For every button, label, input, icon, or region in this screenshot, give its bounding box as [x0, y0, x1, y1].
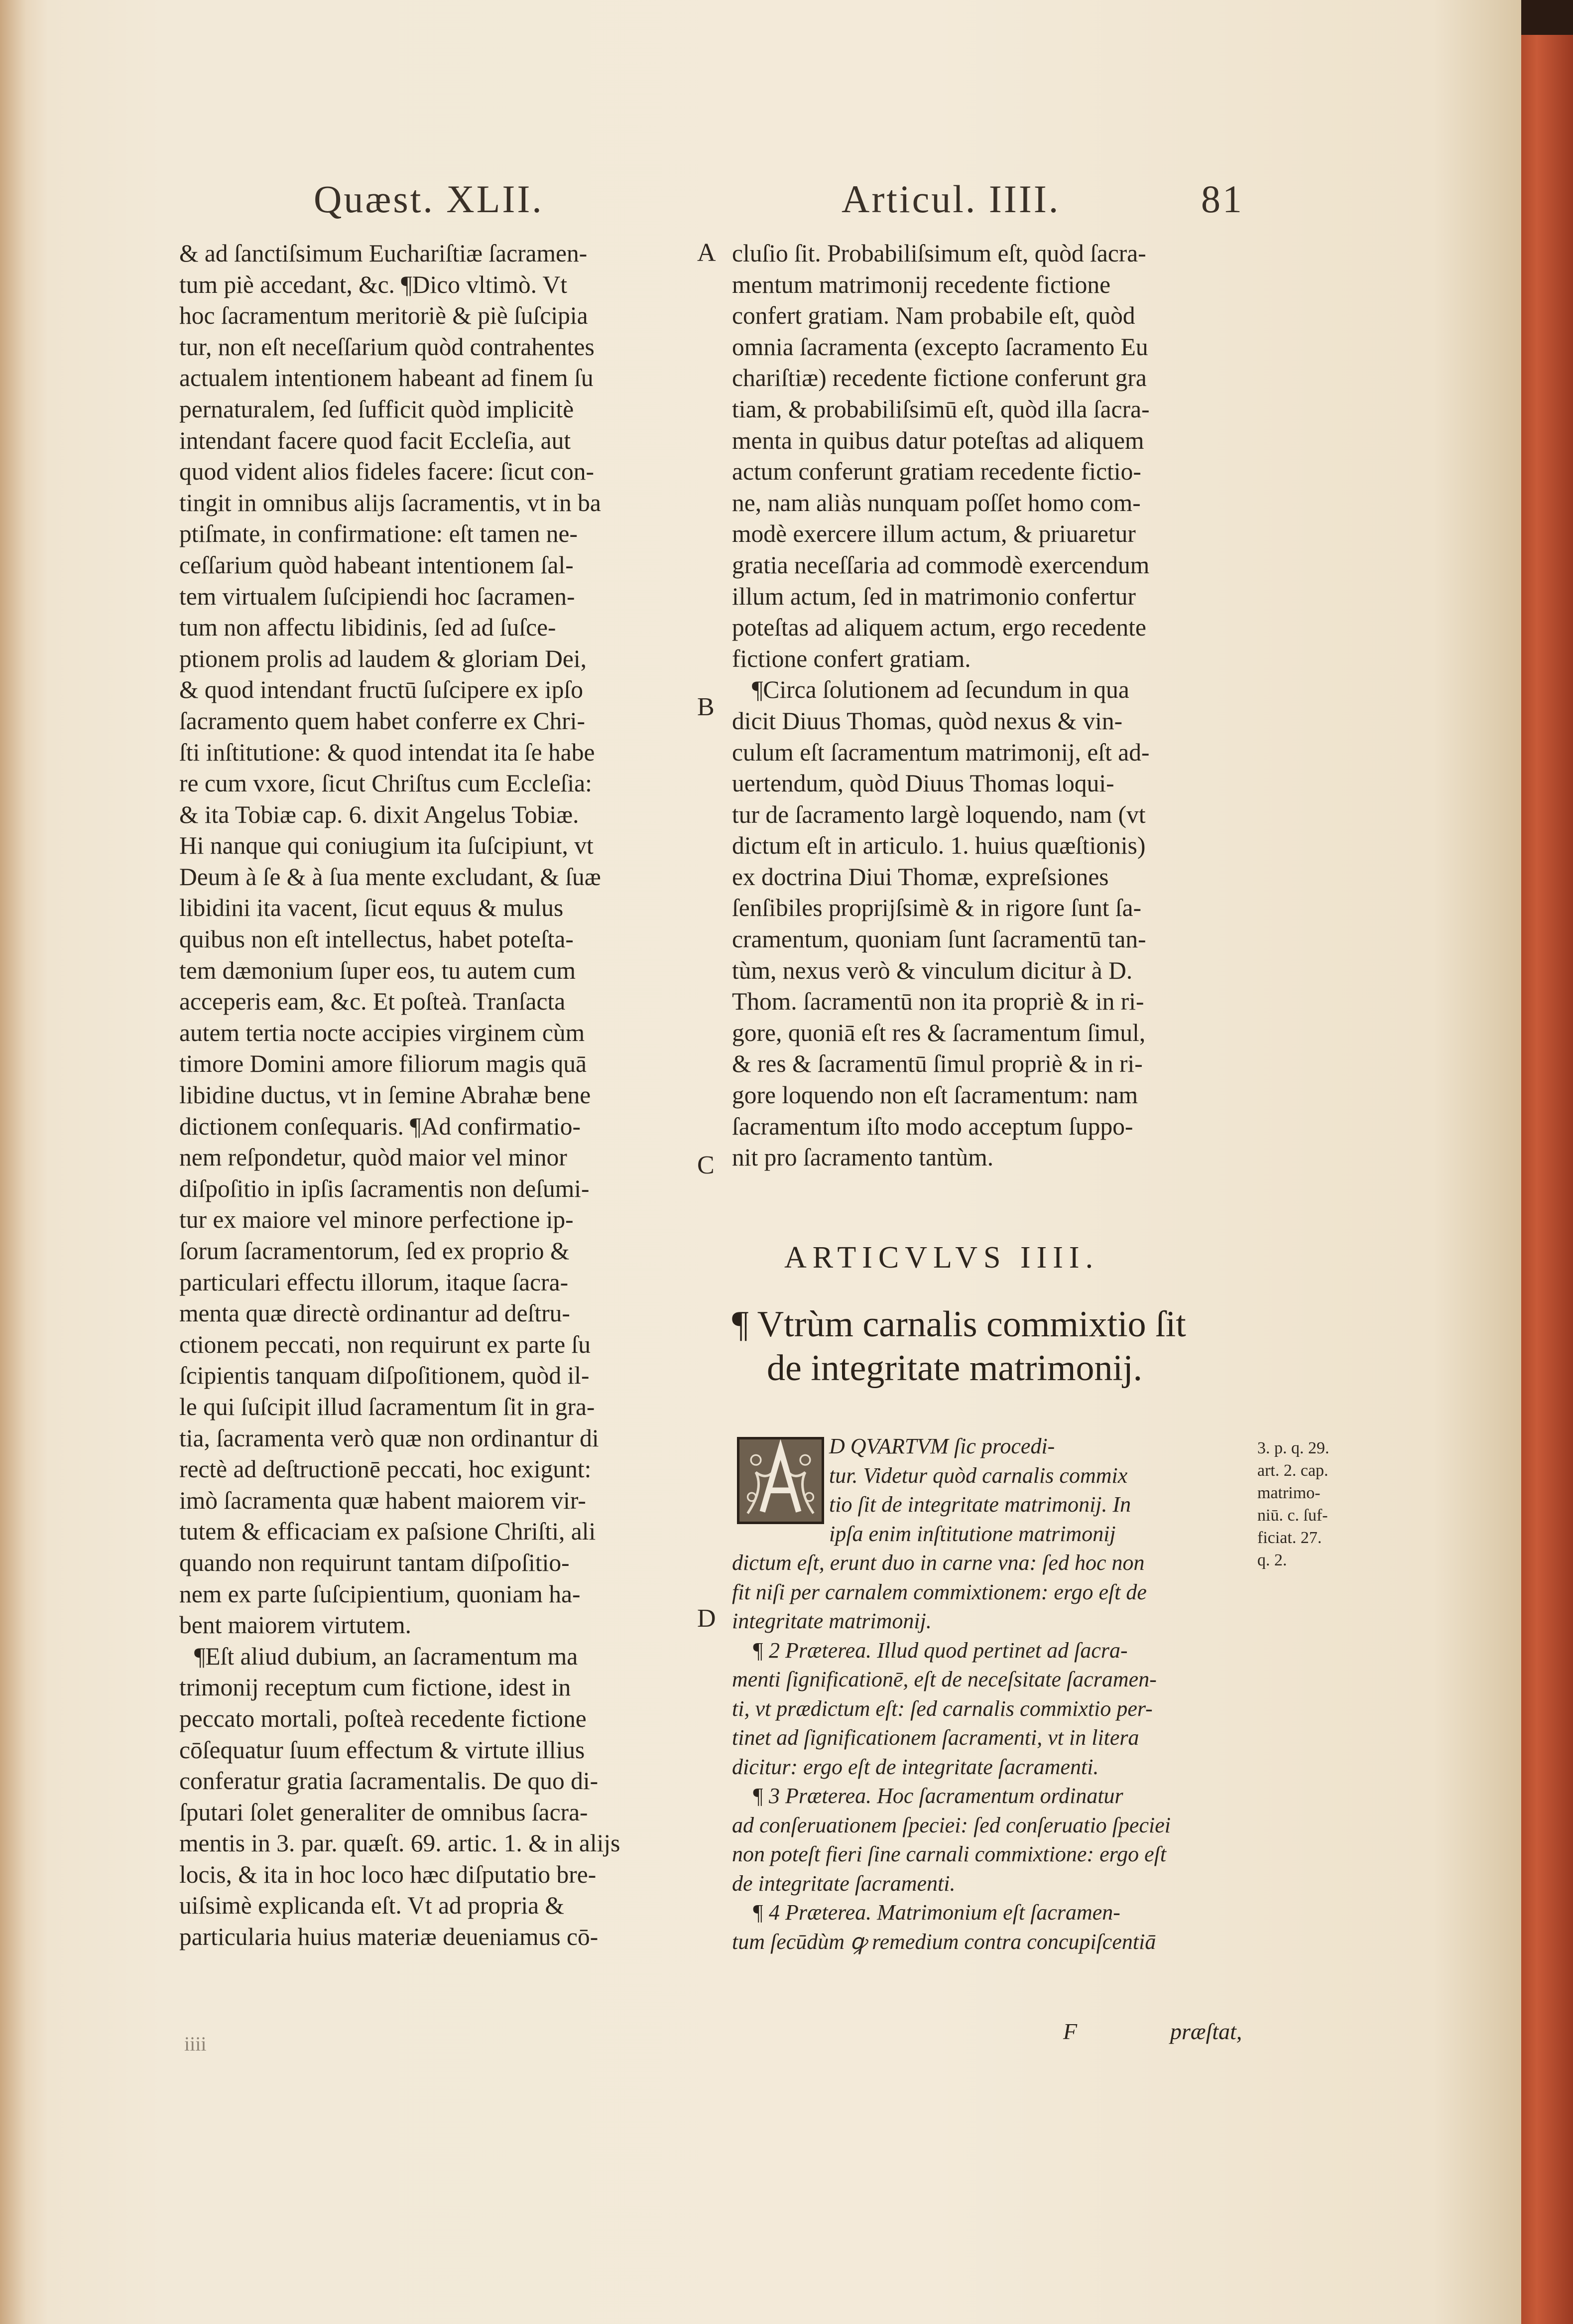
left-column-line: ſputari ſolet generaliter de omnibus ſacra- — [179, 1798, 588, 1826]
left-column-line: uiſsimè explicanda eſt. Vt ad propria & — [179, 1892, 565, 1920]
right-column-line: cluſio ſit. Probabiliſsimum eſt, quòd ſacra- — [732, 240, 1146, 267]
article-heading: ARTICVLVS IIII. — [784, 1241, 1099, 1275]
left-column-line: ſcipientis tanquam diſpoſitionem, quòd il- — [179, 1362, 590, 1390]
italic-body-line: menti ſignificationē, eſt de neceſsitate ſacramen- — [732, 1667, 1157, 1691]
right-column-line: menta in quibus datur poteſtas ad aliquem — [732, 426, 1144, 454]
left-column-line: tem virtualem ſuſcipiendi hoc ſacramen- — [179, 582, 575, 610]
italic-body-line: D QVARTVM ſic procedi- — [829, 1434, 1055, 1458]
italic-body-line: ad conſeruationem ſpeciei: ſed conſeruatio ſpeciei — [732, 1812, 1171, 1837]
left-column-line: ptionem prolis ad laudem & gloriam Dei, — [179, 645, 587, 672]
right-column-line: gratia neceſſaria ad commodè exercendum — [732, 551, 1150, 579]
left-column-line: tingit in omnibus alijs ſacramentis, vt in ba — [179, 489, 601, 516]
page-gutter — [0, 0, 47, 2324]
italic-body-line: ¶ 4 Præterea. Matrimonium eſt ſacramen- — [752, 1900, 1120, 1925]
left-column-line: mentis in 3. par. quæſt. 69. artic. 1. & in alijs — [179, 1829, 620, 1857]
right-column-line: uertendum, quòd Diuus Thomas loqui- — [732, 770, 1114, 797]
left-column-line: diſpoſitio in ipſis ſacramentis non deſumi- — [179, 1174, 590, 1202]
right-column-line: cramentum, quoniam ſunt ſacramentū tan- — [732, 925, 1146, 953]
italic-body-line: integritate matrimonij. — [732, 1609, 932, 1633]
left-column-line: re cum vxore, ſicut Chriſtus cum Eccleſia: — [179, 770, 592, 797]
left-column-line: acceperis eam, &c. Et poſteà. Tranſacta — [179, 988, 566, 1016]
italic-body-line: tur. Videtur quòd carnalis commix — [829, 1463, 1128, 1488]
left-column-line: libidine ductus, vt in ſemine Abrahæ bene — [179, 1081, 591, 1109]
left-column-line: tem dæmonium ſuper eos, tu autem cum — [179, 956, 576, 984]
left-column-line: autem tertia nocte accipies virginem cùm — [179, 1019, 585, 1046]
left-column-line: & ita Tobiæ cap. 6. dixit Angelus Tobiæ. — [179, 800, 579, 828]
italic-body-line: de integritate ſacramenti. — [732, 1871, 956, 1896]
left-column-line: bent maiorem virtutem. — [179, 1611, 411, 1639]
margin-letter-b: B — [697, 693, 715, 721]
margin-letter-c: C — [697, 1151, 715, 1179]
left-column-line: trimonij receptum cum fictione, idest in — [179, 1674, 571, 1701]
left-column-line: tum piè accedant, &c. ¶Dico vltimò. Vt — [179, 270, 567, 298]
right-column-line: ne, nam aliàs nunquam poſſet homo com- — [732, 489, 1141, 516]
italic-body-line: tio ſit de integritate matrimonij. In — [829, 1492, 1131, 1517]
right-column-line: tùm, nexus verò & vinculum dicitur à D. — [732, 956, 1133, 984]
article-objections — [732, 1432, 1250, 1956]
left-column-line: pernaturalem, ſed ſufficit quòd implicitè — [179, 395, 574, 423]
right-column-line: ex doctrina Diui Thomæ, expreſsiones — [732, 863, 1109, 891]
stray-mark: iiii — [184, 2033, 207, 2055]
left-column-line: ſti inſtitutione: & quod intendat ita ſe habe — [179, 738, 595, 766]
italic-body-line: tinet ad ſignificationem ſacramenti, vt in litera — [732, 1725, 1139, 1750]
left-column-line: ſorum ſacramentorum, ſed ex proprio & — [179, 1237, 570, 1265]
left-column-line: cōſequatur ſuum effectum & virtute illius — [179, 1736, 585, 1764]
right-column-line: nit pro ſacramento tantùm. — [732, 1144, 994, 1171]
left-column-line: quando non requirunt tantam diſpoſitio- — [179, 1549, 570, 1576]
italic-body-line: non poteſt fieri ſine carnali commixtione: ergo eſt — [732, 1842, 1167, 1866]
right-column-line: ſenſibiles proprijſsimè & in rigore ſunt ſa- — [732, 894, 1142, 922]
article-question-line: ¶ Vtrùm carnalis commixtio ſit — [732, 1304, 1186, 1345]
left-column-line: peccato mortali, poſteà recedente fictione — [179, 1704, 587, 1732]
red-page-edges — [1521, 35, 1573, 2324]
left-column-line: ſacramento quem habet conferre ex Chri- — [179, 707, 585, 735]
sidenote-line: art. 2. cap. — [1257, 1461, 1329, 1480]
left-column-line: Hi nanque qui coniugium ita ſuſcipiunt, vt — [179, 832, 594, 860]
sidenote-line: ficiat. 27. — [1257, 1529, 1322, 1547]
left-column-line: actualem intentionem habeant ad finem ſu — [179, 364, 594, 392]
marginal-reference — [1257, 1437, 1372, 1571]
right-column-line: ſacramentum iſto modo acceptum ſuppo- — [732, 1112, 1133, 1140]
right-column-line: & res & ſacramentū ſimul propriè & in ri- — [732, 1050, 1143, 1078]
left-column-line: hoc ſacramentum meritoriè & piè ſuſcipia — [179, 302, 588, 330]
right-column-line: modè exercere illum actum, & priuaretur — [732, 520, 1136, 548]
left-column-line: quibus non eſt intellectus, habet poteſta- — [179, 925, 574, 953]
left-column-line: ctionem peccati, non requirunt ex parte ſu — [179, 1330, 591, 1358]
margin-letter-a: A — [697, 239, 716, 267]
left-column-line: rectè ad deſtructionē peccati, hoc exigunt: — [179, 1455, 592, 1483]
left-column-line: particularia huius materiæ deueniamus cō- — [179, 1923, 599, 1951]
italic-body-line: ti, vt prædictum eſt: ſed carnalis commixtio per- — [732, 1696, 1153, 1721]
left-column-line: & quod intendant fructū ſuſcipere ex ipſo — [179, 676, 584, 704]
left-column-line: ¶Eſt aliud dubium, an ſacramentum ma — [194, 1642, 578, 1670]
sidenote-line: 3. p. q. 29. — [1257, 1439, 1330, 1457]
right-column-line: confert gratiam. Nam probabile eſt, quòd — [732, 302, 1135, 330]
right-column-line: dictum eſt in articulo. 1. huius quæſtionis) — [732, 832, 1146, 860]
right-column-line: gore loquendo non eſt ſacramentum: nam — [732, 1081, 1138, 1109]
left-column-line: nem reſpondetur, quòd maior vel minor — [179, 1144, 567, 1171]
left-column-line: nem ex parte ſuſcipientium, quoniam ha- — [179, 1580, 581, 1608]
left-column-line: intendant facere quod facit Eccleſia, aut — [179, 426, 571, 454]
right-column-line: poteſtas ad aliquem actum, ergo recedente — [732, 614, 1146, 642]
left-column-line: tutem & efficaciam ex paſsione Chriſti, ali — [179, 1518, 596, 1546]
right-column-line: culum eſt ſacramentum matrimonij, eſt ad- — [732, 738, 1150, 766]
italic-body-line: dictum eſt, erunt duo in carne vna: ſed hoc non — [732, 1550, 1145, 1575]
catchword: præſtat, — [1170, 2019, 1242, 2044]
margin-letter-d: D — [697, 1604, 716, 1633]
left-column-line: Deum à ſe & à ſua mente excludant, & ſuæ — [179, 863, 601, 891]
right-column-line: fictione confert gratiam. — [732, 645, 971, 672]
article-question-line: de integritate matrimonij. — [767, 1348, 1143, 1389]
running-head-right: Articul. IIII. — [842, 177, 1061, 221]
right-column-line: actum conferunt gratiam recedente fictio- — [732, 458, 1141, 486]
italic-body-line: dicitur: ergo eſt de integritate ſacramenti. — [732, 1754, 1099, 1779]
italic-body-line: fit niſi per carnalem commixtionem: ergo eſt de — [732, 1579, 1147, 1604]
right-column-line: illum actum, ſed in matrimonio confertur — [732, 582, 1136, 610]
left-column-line: tur, non eſt neceſſarium quòd contrahentes — [179, 333, 595, 361]
right-column-line: mentum matrimonij recedente fictione — [732, 270, 1111, 298]
running-head-left: Quæst. XLII. — [314, 177, 544, 221]
article-question — [732, 1302, 1260, 1390]
right-column-line: chariſtiæ) recedente fictione conferunt gra — [732, 364, 1147, 392]
right-column-line: gore, quoniā eſt res & ſacramentum ſimul, — [732, 1019, 1146, 1046]
right-column-line: tur de ſacramento largè loquendo, nam (vt — [732, 800, 1146, 828]
sidenote-line: niū. c. ſuf- — [1257, 1506, 1328, 1525]
left-column-line: locis, & ita in hoc loco hæc diſputatio bre- — [179, 1860, 597, 1888]
left-column-line: dictionem conſequaris. ¶Ad confirmatio- — [179, 1112, 581, 1140]
right-column-line: ¶Circa ſolutionem ad ſecundum in qua — [752, 676, 1129, 704]
background-gap — [1521, 0, 1573, 35]
left-column-line: tum non affectu libidinis, ſed ad ſuſce- — [179, 614, 556, 642]
sidenote-line: q. 2. — [1257, 1551, 1287, 1569]
italic-body-line: ¶ 3 Præterea. Hoc ſacramentum ordinatur — [752, 1784, 1123, 1808]
folio-number: 81 — [1201, 177, 1244, 221]
left-column-line: conferatur gratia ſacramentalis. De quo di- — [179, 1767, 599, 1795]
left-column-line: tur ex maiore vel minore perfectione ip- — [179, 1206, 574, 1234]
left-column-line: ceſſarium quòd habeant intentionem ſal- — [179, 551, 574, 579]
italic-body-line: ¶ 2 Præterea. Illud quod pertinet ad ſacra- — [752, 1638, 1128, 1663]
right-column-text — [732, 238, 1245, 1173]
left-column-line: quod vident alios fideles facere: ſicut con- — [179, 458, 594, 486]
left-column-line: timore Domini amore filiorum magis quā — [179, 1050, 587, 1078]
sidenote-line: matrimo- — [1257, 1484, 1321, 1502]
left-column-line: menta quæ directè ordinantur ad deſtru- — [179, 1299, 570, 1327]
right-column-line: dicit Diuus Thomas, quòd nexus & vin- — [732, 707, 1123, 735]
left-column-line: le qui ſuſcipit illud ſacramentum ſit in gra- — [179, 1393, 595, 1420]
right-column-line: omnia ſacramenta (excepto ſacramento Eu — [732, 333, 1148, 361]
signature-mark: F — [1063, 2019, 1078, 2044]
right-column-line: tiam, & probabiliſsimū eſt, quòd illa ſacra- — [732, 395, 1150, 423]
left-column-line: libidini ita vacent, ſicut equus & mulus — [179, 894, 564, 922]
right-column-line: Thom. ſacramentū non ita propriè & in ri- — [732, 988, 1144, 1016]
left-column-line: ptiſmate, in confirmatione: eſt tamen ne- — [179, 520, 578, 548]
italic-body-line: ipſa enim inſtitutione matrimonij — [829, 1521, 1116, 1546]
left-column-line: imò ſacramenta quæ habent maiorem vir- — [179, 1486, 586, 1514]
left-column-line: tia, ſacramenta verò quæ non ordinantur di — [179, 1424, 599, 1452]
italic-body-line: tum ſecūdùm ꝙ remedium contra concupiſcentiā — [732, 1929, 1156, 1954]
left-column-text — [179, 238, 687, 1953]
left-column-line: & ad ſanctiſsimum Euchariſtiæ ſacramen- — [179, 240, 588, 267]
left-column-line: particulari effectu illorum, itaque ſacra- — [179, 1268, 569, 1296]
